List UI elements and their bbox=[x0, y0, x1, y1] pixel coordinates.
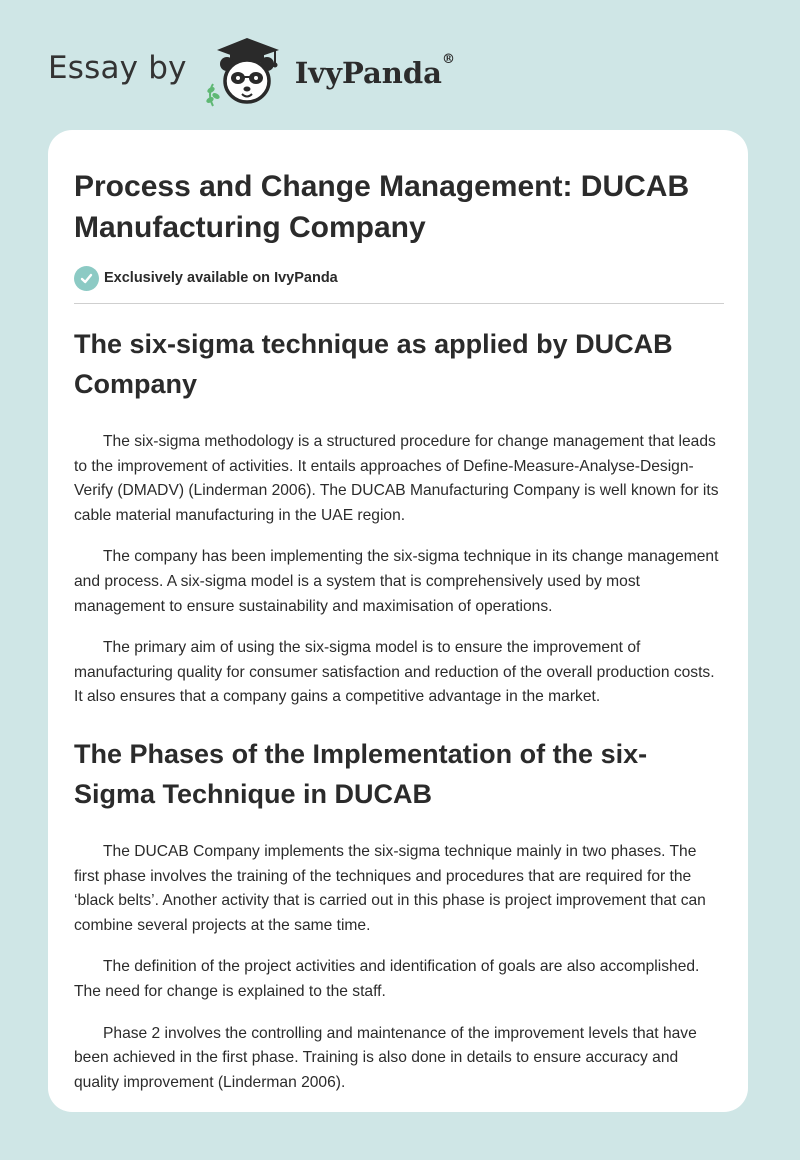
paragraph: The primary aim of using the six-sigma model is to ensure the improvement of manufacturing quality for consumer satisfaction and reduction of the overall production costs. It also ensures that a company gains a competitive advantage in the market. bbox=[74, 639, 715, 706]
section-heading: The Phases of the Implementation of the six-Sigma Technique in DUCAB bbox=[74, 738, 648, 809]
essay-title: Process and Change Management: DUCAB Manufacturing Company bbox=[74, 170, 690, 244]
check-icon bbox=[74, 266, 99, 291]
essay-content bbox=[74, 166, 724, 1095]
section-heading: The six-sigma technique as applied by DUCAB Company bbox=[74, 329, 673, 399]
brand-name-text: IvyPanda bbox=[294, 56, 442, 90]
paragraph: The company has been implementing the six-sigma technique in its change management and process. A six-sigma model is a system that is comprehensively used by most management to ensure sustainability and maximisation of operations. bbox=[74, 548, 719, 615]
essay-by-label: Essay by bbox=[48, 50, 187, 86]
paragraph: The definition of the project activities and identification of goals are also accomplished. The need for change is explained to the staff. bbox=[74, 958, 700, 1000]
exclusive-badge bbox=[74, 265, 724, 291]
panda-graduate-icon[interactable] bbox=[203, 34, 291, 110]
site-header bbox=[48, 34, 455, 110]
essay-card bbox=[48, 130, 748, 1112]
paragraph: The DUCAB Company implements the six-sigma technique mainly in two phases. The first phase involves the training of the techniques and procedures that are required for the ‘black belts’. Another activity that is carried out in this phase is project improvement that can combine several projects at the same time. bbox=[74, 842, 706, 934]
title-divider bbox=[74, 303, 724, 304]
exclusive-badge-text: Exclusively available on IvyPanda bbox=[104, 270, 338, 286]
paragraph: The six-sigma methodology is a structured procedure for change management that leads to the improvement of activities. It entails approaches of Define-Measure-Analyse-Design-Verify (DMADV) (Linderman 2006). The DUCAB Manufacturing Company is well known for its cable material manufacturing in the UAE region. bbox=[74, 433, 719, 524]
paragraph: Phase 2 involves the controlling and maintenance of the improvement levels that have been achieved in the first phase. Training is also done in details to ensure accuracy and quality improvement (Linderman 2006). bbox=[74, 1024, 697, 1091]
brand-name[interactable] bbox=[294, 52, 455, 90]
trademark-symbol: ® bbox=[441, 52, 455, 67]
